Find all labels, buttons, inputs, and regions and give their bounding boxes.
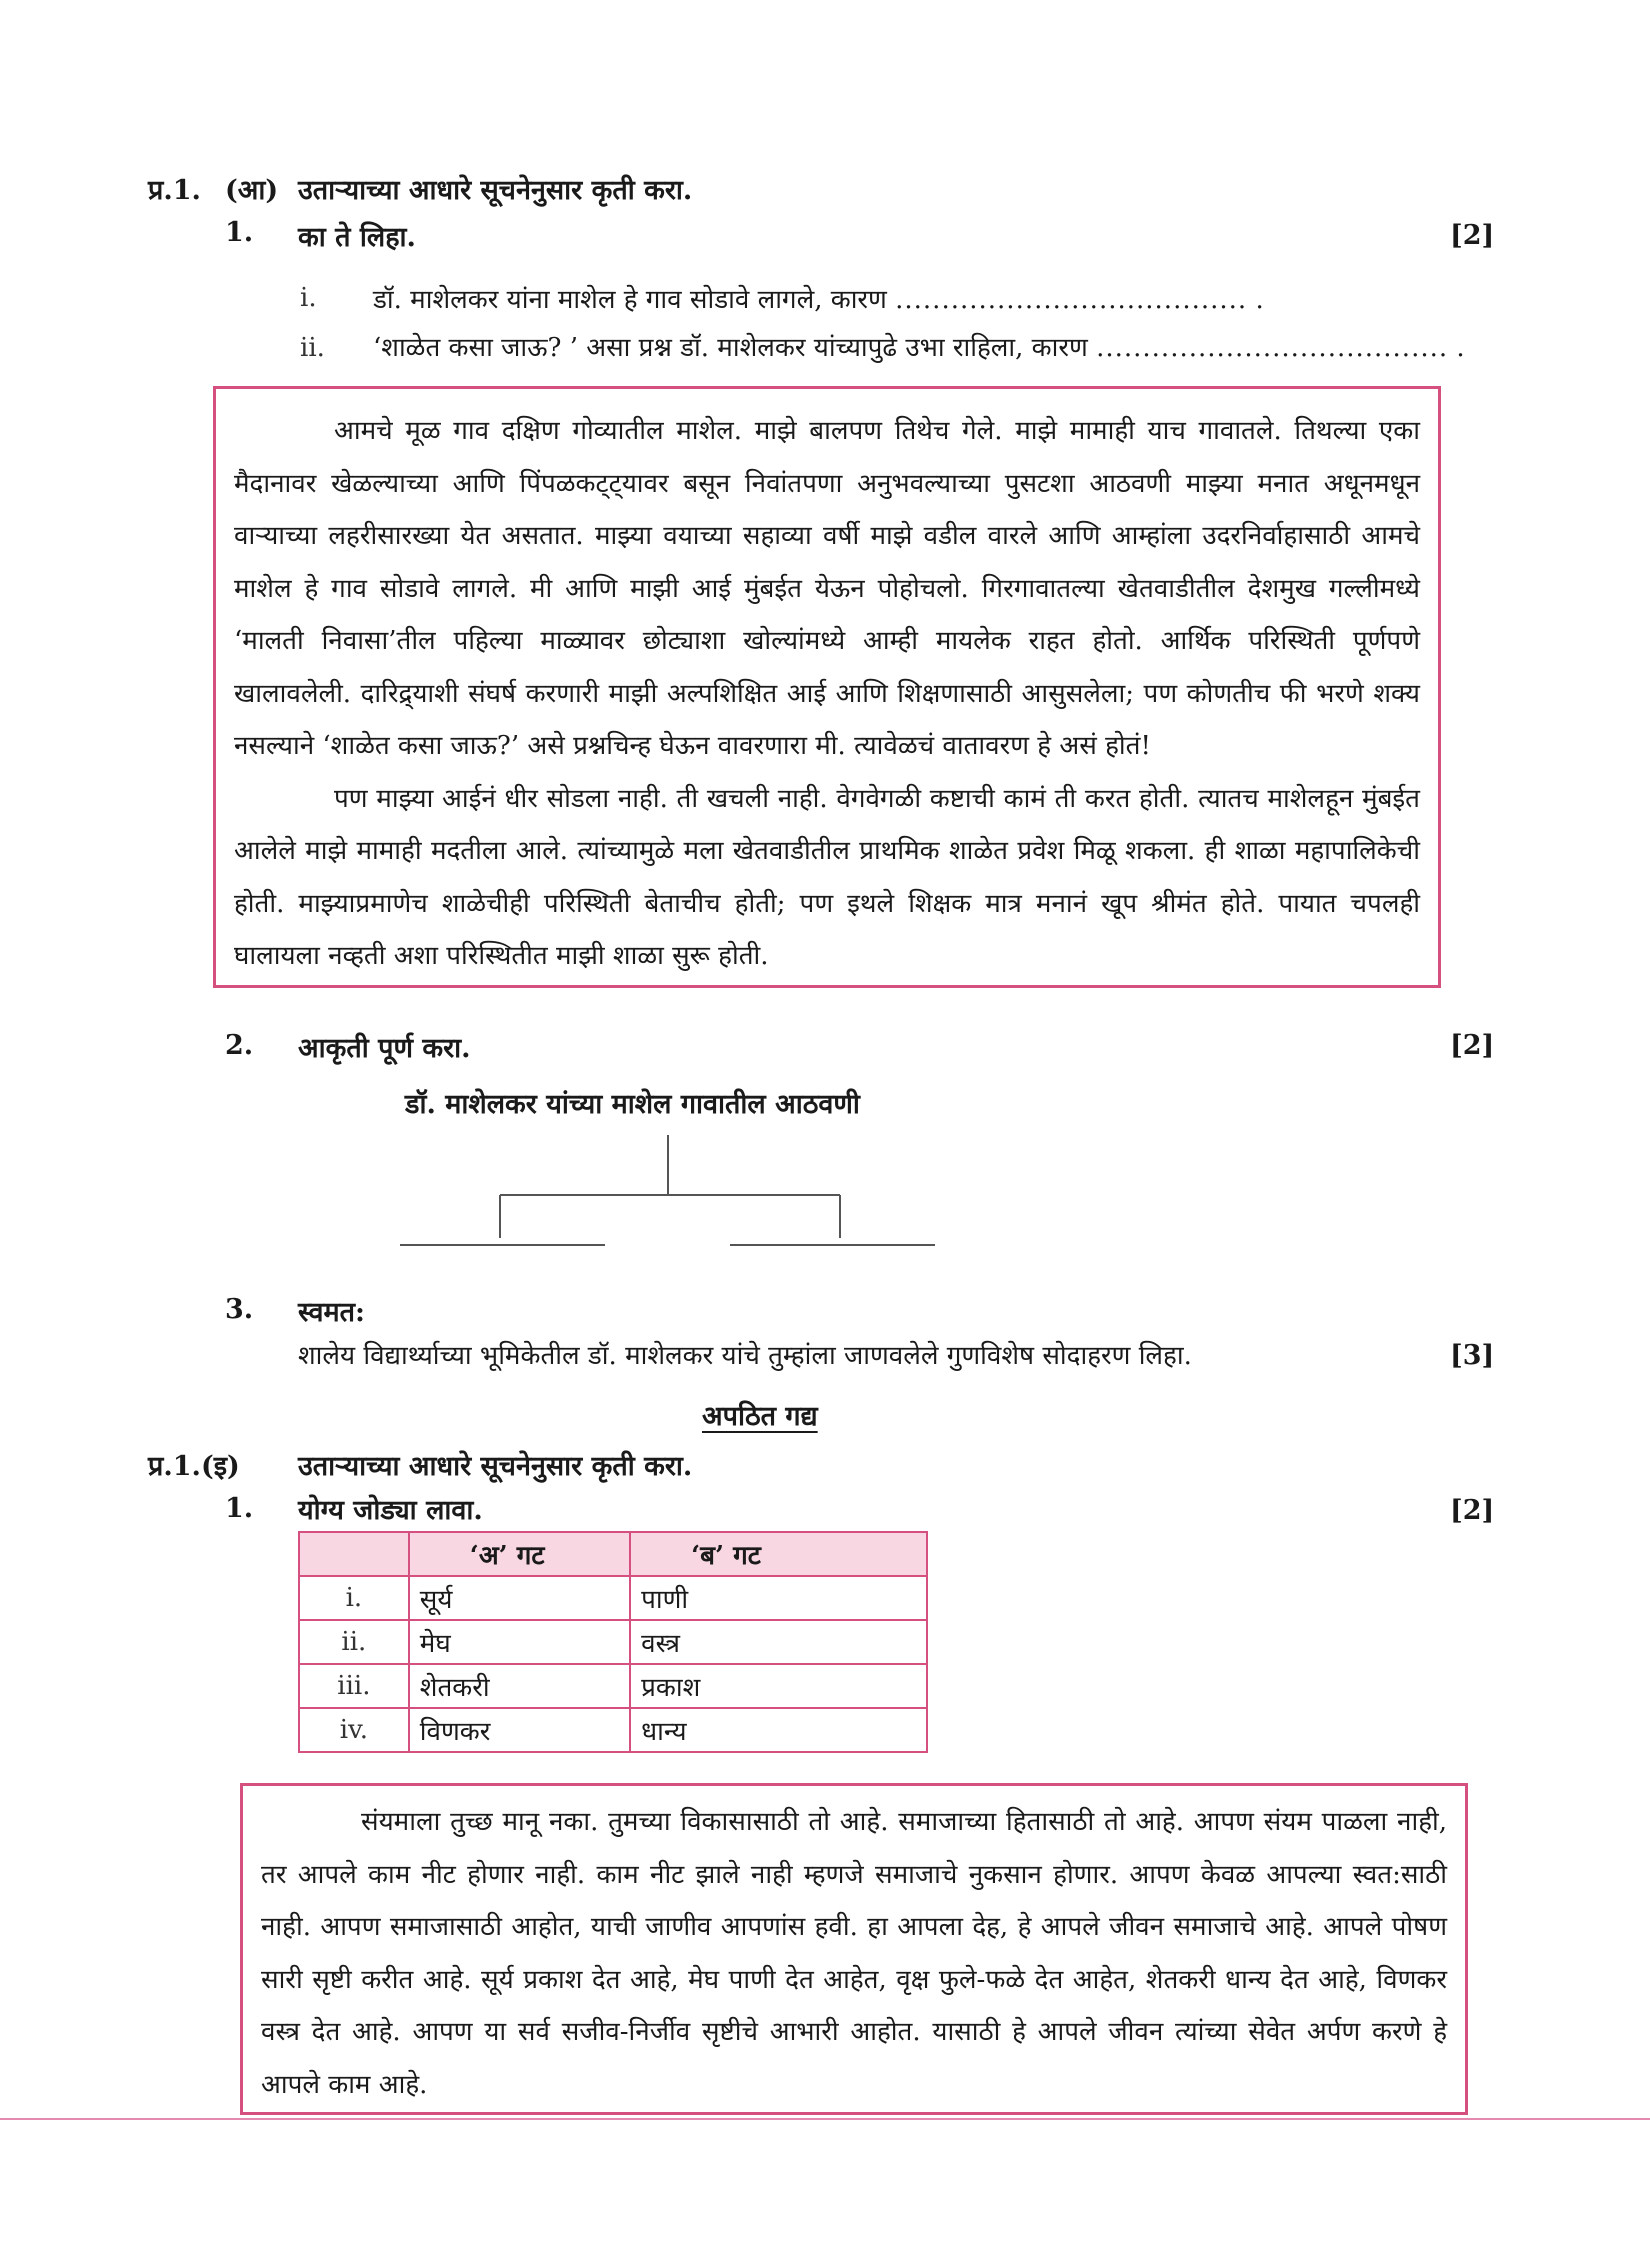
table-header: ‘अ’ गट	[409, 1532, 630, 1576]
table-row	[299, 1664, 927, 1708]
match-table	[298, 1531, 928, 1753]
answer-blank: ......................................	[895, 285, 1248, 315]
diagram-title: डॉ. माशेलकर यांच्या माशेल गावातील आठवणी	[405, 1089, 860, 1120]
item-end: .	[1456, 333, 1465, 363]
passage-paragraph: आमचे मूळ गाव दक्षिण गोव्यातील माशेल. माझे बालपण तिथेच गेले. माझे मामाही याच गावातले. तिथल्या एका मैदानावर खेळल्याच्या आणि पिंपळकट्ट्यावर बसून निवांतपणा अनुभवल्याच्या पुसटशा आठवणी माझ्या मनात अधूनमधून वाऱ्याच्या लहरीसारख्या येत असतात. माझ्या वयाच्या सहाव्या वर्षी माझे वडील वारले आणि आम्हांला उदरनिर्वाहासाठी आमचे माशेल हे गाव सोडावे लागले. मी आणि माझी आई मुंबईत येऊन पोहोचलो. गिरगावातल्या खेतवाडीतील देशमुख गल्लीमध्ये ‘मालती निवासा’तील पहिल्या माळ्यावर छोट्याशा खोल्यांमध्ये आम्ही मायलेक राहत होतो. आर्थिक परिस्थिती पूर्णपणे खालावलेली. दारिद्र्याशी संघर्ष करणारी माझी अल्पशिक्षित आई आणि शिक्षणासाठी आसुसलेला; पण कोणतीच फी भरणे शक्य नसल्याने ‘शाळेत कसा जाऊ?’ असे प्रश्नचिन्ह घेऊन वावरणारा मी. त्यावेळचं वातावरण हे असं होतं!	[234, 416, 1420, 761]
task-title: का ते लिहा.	[298, 222, 416, 253]
item-question: ‘शाळेत कसा जाऊ? ’ असा प्रश्न डॉ. माशेलकर यांच्यापुढे उभा राहिला, कारण	[373, 333, 1088, 363]
task-title: योग्य जोड्या लावा.	[298, 1495, 483, 1526]
task-title: आकृती पूर्ण करा.	[298, 1033, 471, 1064]
item-end: .	[1255, 285, 1264, 315]
item-question: डॉ. माशेलकर यांना माशेल हे गाव सोडावे लागले, कारण	[373, 285, 887, 315]
table-row	[299, 1576, 927, 1620]
section-heading: अपठित गद्य	[702, 1401, 818, 1432]
task-number: 1.	[225, 1493, 254, 1524]
unseen-passage-box	[240, 1783, 1468, 2115]
table-row	[299, 1708, 927, 1752]
task-marks: [2]	[1450, 220, 1495, 251]
table-cell-number: iii.	[299, 1664, 409, 1708]
table-cell-a: विणकर	[409, 1708, 630, 1752]
question-label: प्र.1.	[148, 175, 201, 206]
question-title: उताऱ्याच्या आधारे सूचनेनुसार कृती करा.	[298, 175, 693, 206]
table-cell-a: मेघ	[409, 1620, 630, 1664]
task-marks: [3]	[1450, 1340, 1495, 1371]
table-cell-number: iv.	[299, 1708, 409, 1752]
task-title: स्वमत:	[298, 1297, 366, 1328]
task-marks: [2]	[1450, 1030, 1495, 1061]
task-text: शालेय विद्यार्थ्याच्या भूमिकेतील डॉ. माशेलकर यांचे तुम्हांला जाणवलेले गुणविशेष सोदाहरण लिहा.	[298, 1341, 1192, 1371]
item-text	[373, 328, 1465, 364]
answer-blank: ......................................	[1096, 333, 1449, 363]
table-cell-b: वस्त्र	[630, 1620, 927, 1664]
footer-divider	[0, 2118, 1650, 2120]
table-row	[299, 1620, 927, 1664]
table-header-row	[299, 1532, 927, 1576]
table-cell-b: धान्य	[630, 1708, 927, 1752]
passage-paragraph: पण माझ्या आईनं धीर सोडला नाही. ती खचली नाही. वेगवेगळी कष्टाची कामं ती करत होती. त्यातच माशेलहून मुंबईत आलेले माझे मामाही मदतीला आले. त्यांच्यामुळे मला खेतवाडीतील प्राथमिक शाळेत प्रवेश मिळू शकला. ही शाळा महापालिकेची होती. माझ्याप्रमाणेच शाळेचीही परिस्थिती बेताचीच होती; पण इथले शिक्षक मात्र मनानं खूप श्रीमंत होते. पायात चपलही घालायला नव्हती अशा परिस्थितीत माझी शाळा सुरू होती.	[234, 783, 1420, 971]
table-cell-number: i.	[299, 1576, 409, 1620]
question-title: उताऱ्याच्या आधारे सूचनेनुसार कृती करा.	[298, 1451, 693, 1482]
item-number: ii.	[300, 333, 325, 363]
table-cell-b: प्रकाश	[630, 1664, 927, 1708]
tree-diagram	[390, 1130, 950, 1250]
table-header: ‘ब’ गट	[630, 1532, 927, 1576]
table-cell-number: ii.	[299, 1620, 409, 1664]
task-marks: [2]	[1450, 1495, 1495, 1526]
item-text	[373, 280, 1264, 316]
table-cell-a: शेतकरी	[409, 1664, 630, 1708]
question-sub-label: (आ)	[225, 175, 279, 206]
table-cell-a: सूर्य	[409, 1576, 630, 1620]
question-label: प्र.1.(इ)	[148, 1451, 240, 1482]
passage-paragraph: संयमाला तुच्छ मानू नका. तुमच्या विकासासाठी तो आहे. समाजाच्या हितासाठी तो आहे. आपण संयम पाळला नाही, तर आपले काम नीट होणार नाही. काम नीट झाले नाही म्हणजे समाजाचे नुकसान होणार. आपण केवळ आपल्या स्वत:साठी नाही. आपण समाजासाठी आहोत, याची जाणीव आपणांस हवी. हा आपला देह, हे आपले जीवन समाजाचे आहे. आपले पोषण सारी सृष्टी करीत आहे. सूर्य प्रकाश देत आहे, मेघ पाणी देत आहेत, वृक्ष फुले-फळे देत आहेत, शेतकरी धान्य देत आहे, विणकर वस्त्र देत आहे. आपण या सर्व सजीव-निर्जीव सृष्टीचे आभारी आहोत. यासाठी हे आपले जीवन त्यांच्या सेवेत अर्पण करणे हे आपले काम आहे.	[261, 1807, 1447, 2100]
table-header	[299, 1532, 409, 1576]
task-number: 3.	[225, 1294, 254, 1325]
item-number: i.	[300, 283, 317, 313]
table-cell-b: पाणी	[630, 1576, 927, 1620]
reading-passage-box	[213, 386, 1441, 988]
task-number: 2.	[225, 1030, 254, 1061]
task-number: 1.	[225, 217, 254, 248]
